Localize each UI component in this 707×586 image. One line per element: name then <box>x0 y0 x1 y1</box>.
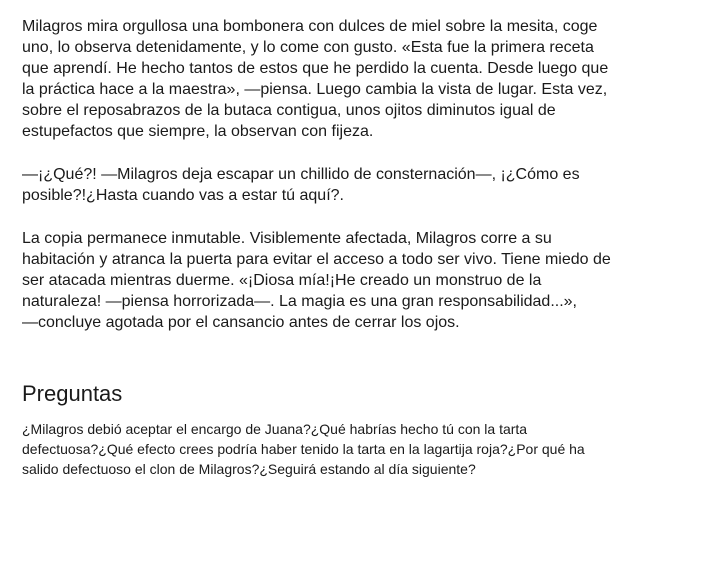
text-line: salido defectuoso el clon de Milagros?¿Seguirá estando al día siguiente? <box>22 461 476 477</box>
document-page <box>22 16 686 479</box>
text-line: posible?!¿Hasta cuando vas a estar tú aquí?. <box>22 187 344 204</box>
text-line: —concluye agotada por el cansancio antes de cerrar los ojos. <box>22 314 460 331</box>
text-line: habitación y atranca la puerta para evitar el acceso a todo ser vivo. Tiene miedo de <box>22 251 611 268</box>
paragraph-dialogue <box>22 164 686 206</box>
paragraph-copia-inmutable <box>22 228 686 333</box>
text-line: —¡¿Qué?! —Milagros deja escapar un chillido de consternación—, ¡¿Cómo es <box>22 166 580 183</box>
text-line: estupefactos que siempre, la observan con fijeza. <box>22 123 374 140</box>
text-line: La copia permanece inmutable. Visiblemente afectada, Milagros corre a su <box>22 230 552 247</box>
paragraph-milagros-bombonera <box>22 16 686 142</box>
text-line: defectuosa?¿Qué efecto crees podría haber tenido la tarta en la lagartija roja?¿Por qué ha <box>22 441 585 457</box>
text-line: que aprendí. He hecho tantos de estos que he perdido la cuenta. Desde luego que <box>22 60 609 77</box>
text-line: ¿Milagros debió aceptar el encargo de Juana?¿Qué habrías hecho tú con la tarta <box>22 421 528 437</box>
text-line: ser atacada mientras duerme. «¡Diosa mía!¡He creado un monstruo de la <box>22 272 542 289</box>
text-line: naturaleza! —piensa horrorizada—. La magia es una gran responsabilidad...», <box>22 293 577 310</box>
section-heading-preguntas: Preguntas <box>22 381 123 406</box>
text-line: uno, lo observa detenidamente, y lo come con gusto. «Esta fue la primera receta <box>22 39 594 56</box>
text-line: la práctica hace a la maestra», —piensa. Luego cambia la vista de lugar. Esta vez, <box>22 81 608 98</box>
text-line: Milagros mira orgullosa una bombonera con dulces de miel sobre la mesita, coge <box>22 18 598 35</box>
questions-paragraph <box>22 419 686 479</box>
text-line: sobre el reposabrazos de la butaca contigua, unos ojitos diminutos igual de <box>22 102 556 119</box>
